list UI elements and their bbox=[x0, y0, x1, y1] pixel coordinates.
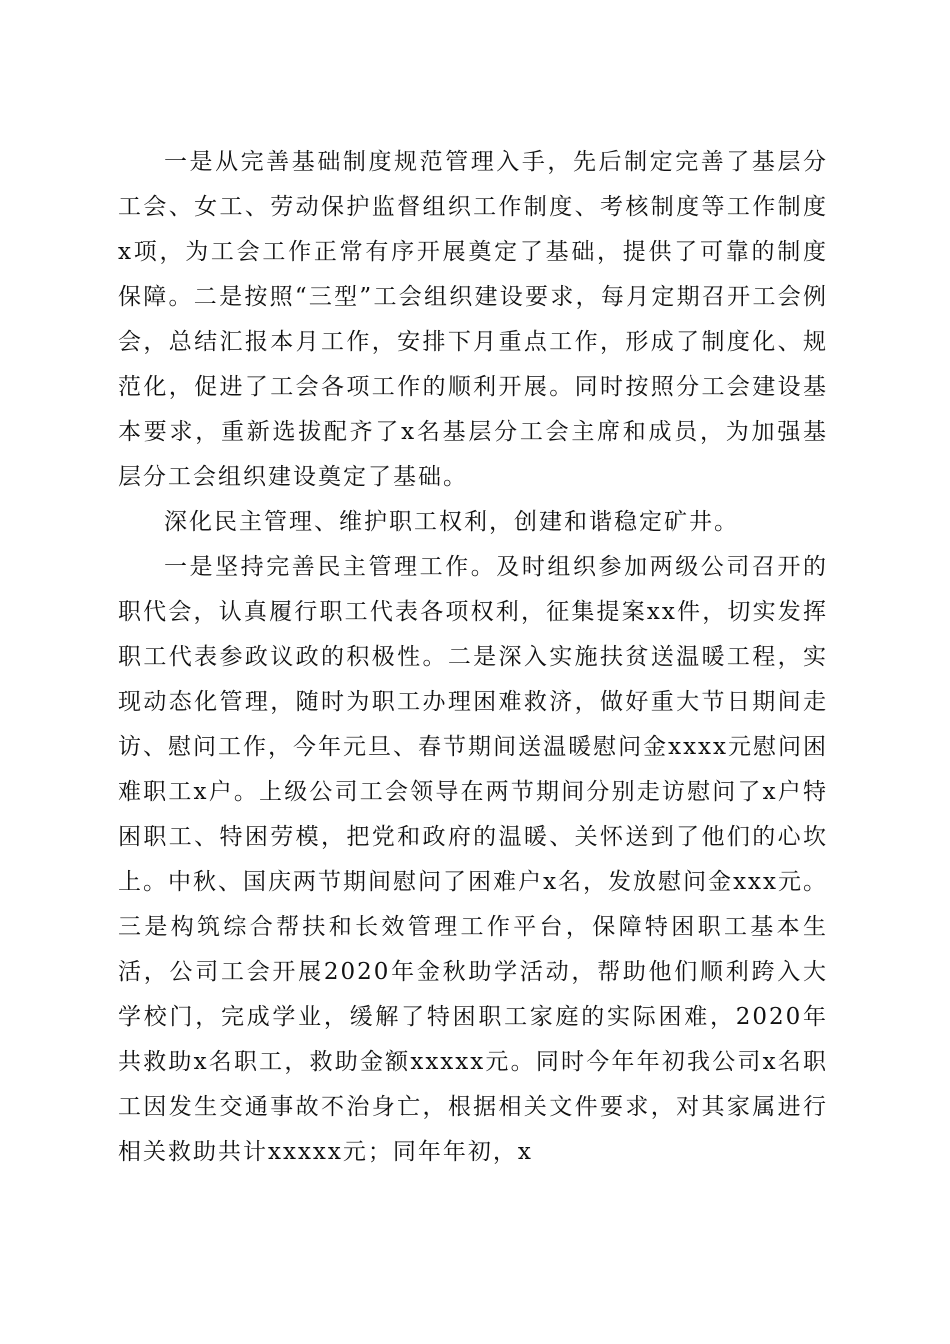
paragraph-2: 深化民主管理、维护职工权利，创建和谐稳定矿井。 bbox=[164, 509, 739, 535]
paragraph-1: 一是从完善基础制度规范管理入手，先后制定完善了基层分工会、女工、劳动保护监督组织工作制度、考核制度等工作制度x项，为工会工作正常有序开展奠定了基础，提供了可靠的制度保障。二是按照“三型”工会组织建设要求，每月定期召开工会例会，总结汇报本月工作，安排下月重点工作，形成了制度化、规范化，促进了工会各项工作的顺利开展。同时按照分工会建设基本要求，重新选拔配齐了x名基层分工会主席和成员，为加强基层分工会组织建设奠定了基础。 bbox=[118, 149, 828, 490]
paragraph-3: 一是坚持完善民主管理工作。及时组织参加两级公司召开的职代会，认真履行职工代表各项权利，征集提案xx件，切实发挥职工代表参政议政的积极性。二是深入实施扶贫送温暖工程，实现动态化管理，随时为职工办理困难救济，做好重大节日期间走访、慰问工作，今年元旦、春节期间送温暖慰问金xxxx元慰问困难职工x户。上级公司工会领导在两节期间分别走访慰问了x户特困职工、特困劳模，把党和政府的温暖、关怀送到了他们的心坎上。中秋、国庆两节期间慰问了困难户x名，发放慰问金xxx元。三是构筑综合帮扶和长效管理工作平台，保障特困职工基本生活，公司工会开展2020年金秋助学活动，帮助他们顺利跨入大学校门，完成学业，缓解了特困职工家庭的实际困难，2020年共救助x名职工，救助金额xxxxx元。同时今年年初我公司x名职工因发生交通事故不治身亡，根据相关文件要求，对其家属进行相关救助共计xxxxx元；同年年初，x bbox=[118, 554, 828, 1165]
document-body bbox=[118, 140, 828, 1175]
